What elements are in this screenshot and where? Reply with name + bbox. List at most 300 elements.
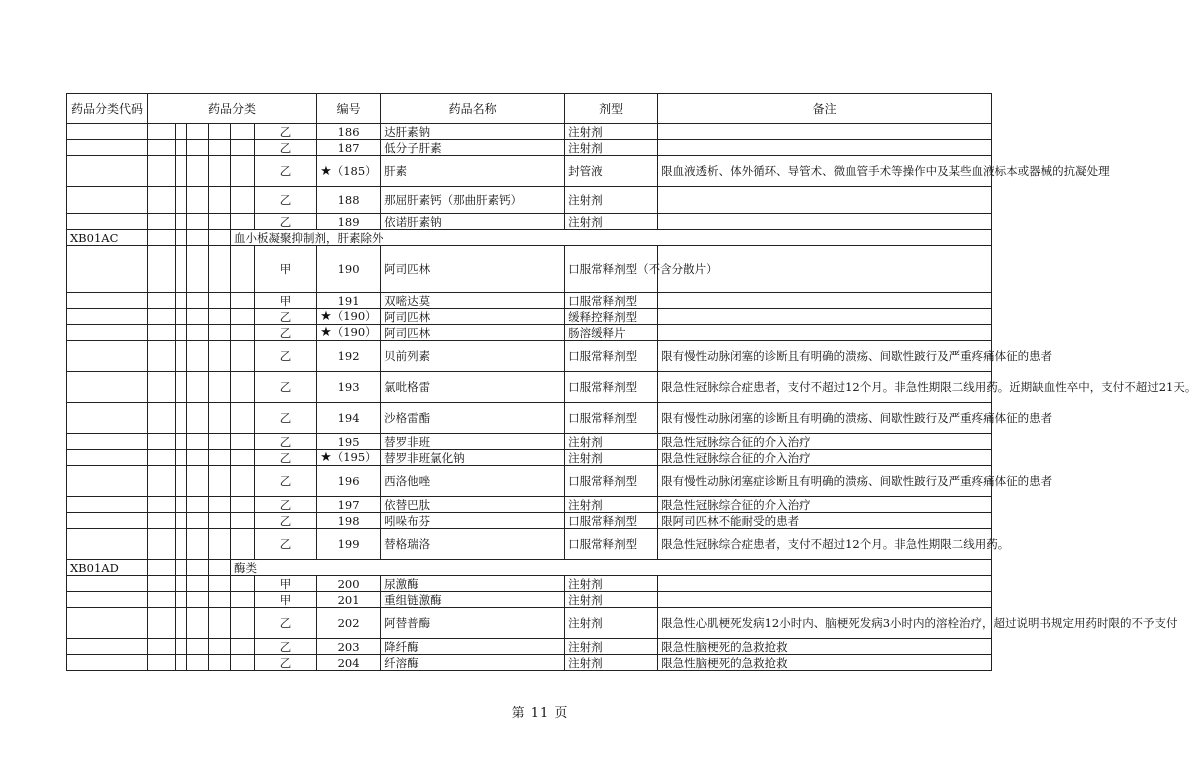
category-cell <box>187 529 209 560</box>
category-cell <box>209 466 231 497</box>
table-row <box>67 341 992 372</box>
category-cell <box>187 325 209 341</box>
drug-name-cell: 阿司匹林 <box>381 325 565 341</box>
category-cell <box>231 246 255 293</box>
code-cell <box>67 513 148 529</box>
category-cell <box>209 576 231 592</box>
category-cell <box>176 309 187 325</box>
dosage-form-cell: 注射剂 <box>565 124 658 140</box>
category-cell <box>209 246 231 293</box>
class-cell: 乙 <box>255 403 317 434</box>
category-cell <box>176 576 187 592</box>
section-code: XB01AD <box>67 560 148 576</box>
category-cell <box>148 309 176 325</box>
category-cell <box>209 639 231 655</box>
category-cell <box>148 214 176 230</box>
category-cell <box>148 187 176 214</box>
category-cell <box>231 608 255 639</box>
category-cell <box>176 403 187 434</box>
remark-cell <box>658 309 992 325</box>
code-cell <box>67 372 148 403</box>
category-cell <box>209 341 231 372</box>
dosage-form-cell: 注射剂 <box>565 434 658 450</box>
table-row <box>67 655 992 671</box>
category-cell <box>231 592 255 608</box>
table-row <box>67 529 992 560</box>
category-cell <box>176 214 187 230</box>
category-cell <box>209 497 231 513</box>
category-cell <box>187 124 209 140</box>
drug-name-cell: 贝前列素 <box>381 341 565 372</box>
number-cell <box>317 309 381 325</box>
class-cell: 乙 <box>255 124 317 140</box>
header-category: 药品分类 <box>148 94 317 124</box>
remark-cell: 限急性脑梗死的急救抢救 <box>658 639 992 655</box>
number-text: 190 <box>337 262 360 276</box>
category-cell <box>209 293 231 309</box>
category-cell <box>231 466 255 497</box>
class-cell: 乙 <box>255 372 317 403</box>
category-cell <box>148 246 176 293</box>
category-cell <box>209 434 231 450</box>
category-cell <box>187 309 209 325</box>
number-cell <box>317 372 381 403</box>
drug-name-cell: 降纤酶 <box>381 639 565 655</box>
category-cell <box>231 214 255 230</box>
category-cell <box>148 608 176 639</box>
category-cell <box>176 608 187 639</box>
category-cell <box>148 466 176 497</box>
category-cell <box>148 156 176 187</box>
number-text: 189 <box>337 214 360 229</box>
code-cell <box>67 403 148 434</box>
dosage-form-cell: 口服常释剂型 <box>565 466 658 497</box>
number-cell <box>317 187 381 214</box>
category-cell <box>187 450 209 466</box>
category-cell <box>187 466 209 497</box>
table-row <box>67 513 992 529</box>
class-cell: 乙 <box>255 529 317 560</box>
drug-name-cell: 达肝素钠 <box>381 124 565 140</box>
remark-cell <box>658 187 992 214</box>
drug-name-cell: 依诺肝素钠 <box>381 214 565 230</box>
class-cell: 乙 <box>255 497 317 513</box>
class-cell: 乙 <box>255 341 317 372</box>
remark-cell <box>658 140 992 156</box>
class-cell: 甲 <box>255 293 317 309</box>
star-icon: ★ <box>320 450 332 465</box>
class-cell: 甲 <box>255 246 317 293</box>
category-cell <box>231 639 255 655</box>
remark-cell: 限有慢性动脉闭塞的诊断且有明确的溃疡、间歇性跛行及严重疼痛体征的患者 <box>658 341 992 372</box>
class-cell: 乙 <box>255 466 317 497</box>
class-cell: 乙 <box>255 434 317 450</box>
remark-cell: 限有慢性动脉闭塞症诊断且有明确的溃疡、间歇性跛行及严重疼痛体征的患者 <box>658 466 992 497</box>
category-cell <box>209 325 231 341</box>
category-cell <box>231 655 255 671</box>
table-row <box>67 592 992 608</box>
category-cell <box>176 293 187 309</box>
number-text: （190） <box>331 325 377 339</box>
number-text: 193 <box>337 380 360 394</box>
code-cell <box>67 309 148 325</box>
number-cell <box>317 293 381 309</box>
category-cell <box>187 639 209 655</box>
category-cell <box>209 140 231 156</box>
category-cell <box>148 639 176 655</box>
header-remark: 备注 <box>658 94 992 124</box>
number-text: 199 <box>337 537 360 551</box>
category-cell <box>231 529 255 560</box>
table-row <box>67 140 992 156</box>
category-cell <box>187 403 209 434</box>
code-cell <box>67 124 148 140</box>
number-text: 197 <box>337 497 360 512</box>
number-cell <box>317 434 381 450</box>
category-cell <box>176 246 187 293</box>
dosage-form-cell: 封管液 <box>565 156 658 187</box>
category-cell <box>176 529 187 560</box>
star-icon: ★ <box>320 163 332 179</box>
category-cell <box>231 576 255 592</box>
drug-name-cell: 低分子肝素 <box>381 140 565 156</box>
number-text: （185） <box>331 163 377 178</box>
drug-name-cell: 沙格雷酯 <box>381 403 565 434</box>
number-cell <box>317 497 381 513</box>
number-cell <box>317 466 381 497</box>
class-cell: 乙 <box>255 655 317 671</box>
table-body <box>67 124 1196 671</box>
empty-cell <box>209 230 231 246</box>
category-cell <box>187 592 209 608</box>
remark-cell <box>658 293 992 309</box>
category-cell <box>148 529 176 560</box>
category-cell <box>231 293 255 309</box>
category-cell <box>209 529 231 560</box>
category-cell <box>209 608 231 639</box>
table-row <box>67 450 992 466</box>
number-cell <box>317 655 381 671</box>
section-code: XB01AC <box>67 230 148 246</box>
code-cell <box>67 639 148 655</box>
remark-cell: 限血液透析、体外循环、导管术、微血管手术等操作中及某些血液标本或器械的抗凝处理 <box>658 156 992 187</box>
category-cell <box>176 187 187 214</box>
header-code: 药品分类代码 <box>67 94 148 124</box>
number-text: 201 <box>337 592 360 607</box>
number-cell <box>317 214 381 230</box>
number-text: 187 <box>337 140 360 155</box>
dosage-form-cell: 口服常释剂型 <box>565 403 658 434</box>
category-cell <box>187 214 209 230</box>
category-cell <box>148 576 176 592</box>
empty-cell <box>187 230 209 246</box>
page-footer: 第 11 页 <box>511 706 569 721</box>
drug-name-cell: 纤溶酶 <box>381 655 565 671</box>
remark-cell <box>658 592 992 608</box>
dosage-form-cell: 注射剂 <box>565 639 658 655</box>
section-row <box>67 560 992 576</box>
number-cell <box>317 576 381 592</box>
dosage-form-cell: 缓释控释剂型 <box>565 309 658 325</box>
category-cell <box>148 655 176 671</box>
table-row <box>67 372 992 403</box>
category-cell <box>148 341 176 372</box>
class-cell: 甲 <box>255 592 317 608</box>
category-cell <box>148 434 176 450</box>
number-text: 194 <box>337 411 360 425</box>
table-row <box>67 466 992 497</box>
code-cell <box>67 450 148 466</box>
category-cell <box>176 372 187 403</box>
category-cell <box>209 513 231 529</box>
category-cell <box>231 372 255 403</box>
code-cell <box>67 497 148 513</box>
category-cell <box>187 140 209 156</box>
dosage-form-cell: 口服常释剂型 <box>565 529 658 560</box>
category-cell <box>187 513 209 529</box>
table-row <box>67 309 992 325</box>
drug-name-cell: 替格瑞洛 <box>381 529 565 560</box>
code-cell <box>67 156 148 187</box>
dosage-form-cell: 口服常释剂型 <box>565 293 658 309</box>
number-cell <box>317 246 381 293</box>
remark-cell <box>658 325 992 341</box>
class-cell: 甲 <box>255 576 317 592</box>
remark-cell: 限急性冠脉综合症患者，支付不超过12个月。非急性期限二线用药。 <box>658 529 992 560</box>
table-row <box>67 608 992 639</box>
drug-name-cell: 双嘧达莫 <box>381 293 565 309</box>
category-cell <box>209 124 231 140</box>
empty-cell <box>187 560 209 576</box>
table-row <box>67 124 992 140</box>
drug-name-cell: 阿司匹林 <box>381 309 565 325</box>
category-cell <box>176 156 187 187</box>
code-cell <box>67 592 148 608</box>
code-cell <box>67 246 148 293</box>
table-row <box>67 639 992 655</box>
category-cell <box>187 434 209 450</box>
category-cell <box>176 497 187 513</box>
number-text: 192 <box>337 349 360 363</box>
category-cell <box>187 156 209 187</box>
category-cell <box>176 124 187 140</box>
category-cell <box>209 309 231 325</box>
code-cell <box>67 576 148 592</box>
category-cell <box>209 403 231 434</box>
class-cell: 乙 <box>255 140 317 156</box>
class-cell: 乙 <box>255 156 317 187</box>
number-cell <box>317 156 381 187</box>
code-cell <box>67 434 148 450</box>
category-cell <box>187 608 209 639</box>
dosage-form-cell: 肠溶缓释片 <box>565 325 658 341</box>
number-cell <box>317 341 381 372</box>
section-row <box>67 230 992 246</box>
remark-cell: 限急性心肌梗死发病12小时内、脑梗死发病3小时内的溶栓治疗，超过说明书规定用药时限的不予支付 <box>658 608 992 639</box>
category-cell <box>231 309 255 325</box>
number-text: （195） <box>331 450 377 464</box>
number-text: 196 <box>337 474 360 488</box>
star-icon: ★ <box>320 325 332 340</box>
class-cell: 乙 <box>255 450 317 466</box>
number-text: （190） <box>331 309 377 323</box>
number-cell <box>317 325 381 341</box>
category-cell <box>187 246 209 293</box>
number-cell <box>317 639 381 655</box>
remark-cell: 限急性脑梗死的急救抢救 <box>658 655 992 671</box>
header-name: 药品名称 <box>381 94 565 124</box>
drug-name-cell: 阿司匹林 <box>381 246 565 293</box>
number-cell <box>317 403 381 434</box>
number-cell <box>317 124 381 140</box>
dosage-form-cell: 注射剂 <box>565 140 658 156</box>
remark-cell <box>658 576 992 592</box>
number-cell <box>317 140 381 156</box>
number-text: 195 <box>337 434 360 449</box>
class-cell: 乙 <box>255 214 317 230</box>
dosage-form-cell: 口服常释剂型 <box>565 341 658 372</box>
class-cell: 乙 <box>255 639 317 655</box>
category-cell <box>187 341 209 372</box>
dosage-form-cell: 注射剂 <box>565 592 658 608</box>
code-cell <box>67 655 148 671</box>
category-cell <box>148 372 176 403</box>
dosage-form-cell: 注射剂 <box>565 655 658 671</box>
number-cell <box>317 592 381 608</box>
dosage-form-cell: 注射剂 <box>565 608 658 639</box>
category-cell <box>176 513 187 529</box>
drug-name-cell: 阿替普酶 <box>381 608 565 639</box>
category-cell <box>231 156 255 187</box>
code-cell <box>67 293 148 309</box>
class-cell: 乙 <box>255 513 317 529</box>
drug-name-cell: 依替巴肽 <box>381 497 565 513</box>
category-cell <box>148 513 176 529</box>
section-label: 血小板凝聚抑制剂，肝素除外 <box>231 230 992 246</box>
dosage-form-cell: 口服常释剂型 <box>565 513 658 529</box>
remark-cell <box>658 124 992 140</box>
category-cell <box>176 639 187 655</box>
category-cell <box>187 293 209 309</box>
remark-cell: 限阿司匹林不能耐受的患者 <box>658 513 992 529</box>
category-cell <box>209 372 231 403</box>
table-row <box>67 246 992 293</box>
remark-cell <box>658 214 992 230</box>
category-cell <box>231 497 255 513</box>
empty-cell <box>148 230 176 246</box>
drug-name-cell: 那屈肝素钙（那曲肝素钙） <box>381 187 565 214</box>
code-cell <box>67 140 148 156</box>
star-icon: ★ <box>320 309 332 324</box>
code-cell <box>67 325 148 341</box>
drug-name-cell: 尿激酶 <box>381 576 565 592</box>
class-cell: 乙 <box>255 325 317 341</box>
category-cell <box>176 325 187 341</box>
dosage-form-cell: 注射剂 <box>565 497 658 513</box>
empty-cell <box>209 560 231 576</box>
dosage-form-cell: 口服常释剂型 <box>565 372 658 403</box>
number-cell <box>317 513 381 529</box>
drug-name-cell: 吲哚布芬 <box>381 513 565 529</box>
header-number: 编号 <box>317 94 381 124</box>
category-cell <box>231 513 255 529</box>
remark-cell: 限急性冠脉综合征的介入治疗 <box>658 497 992 513</box>
category-cell <box>231 187 255 214</box>
code-cell <box>67 466 148 497</box>
category-cell <box>209 156 231 187</box>
category-cell <box>209 592 231 608</box>
category-cell <box>231 124 255 140</box>
category-cell <box>187 187 209 214</box>
drug-name-cell: 重组链激酶 <box>381 592 565 608</box>
empty-cell <box>176 230 187 246</box>
table-row <box>67 325 992 341</box>
category-cell <box>187 372 209 403</box>
category-cell <box>231 140 255 156</box>
table-row <box>67 403 992 434</box>
number-text: 202 <box>337 616 360 630</box>
code-cell <box>67 608 148 639</box>
remark-cell: 限急性冠脉综合征的介入治疗 <box>658 450 992 466</box>
number-cell <box>317 529 381 560</box>
category-cell <box>209 214 231 230</box>
category-cell <box>187 497 209 513</box>
table-row <box>67 497 992 513</box>
category-cell <box>231 450 255 466</box>
drug-name-cell: 西洛他唑 <box>381 466 565 497</box>
category-cell <box>187 576 209 592</box>
category-cell <box>176 434 187 450</box>
category-cell <box>209 450 231 466</box>
dosage-form-cell: 注射剂 <box>565 450 658 466</box>
category-cell <box>148 592 176 608</box>
section-label: 酶类 <box>231 560 992 576</box>
empty-cell <box>148 560 176 576</box>
dosage-form-cell: 注射剂 <box>565 214 658 230</box>
category-cell <box>176 140 187 156</box>
table-row <box>67 576 992 592</box>
category-cell <box>148 124 176 140</box>
category-cell <box>176 341 187 372</box>
drug-name-cell: 替罗非班 <box>381 434 565 450</box>
code-cell <box>67 214 148 230</box>
category-cell <box>187 655 209 671</box>
category-cell <box>231 325 255 341</box>
table-row <box>67 156 992 187</box>
number-text: 191 <box>337 293 360 308</box>
table-row <box>67 293 992 309</box>
remark-cell: 限急性冠脉综合征的介入治疗 <box>658 434 992 450</box>
category-cell <box>148 325 176 341</box>
remark-cell: 限急性冠脉综合症患者，支付不超过12个月。非急性期限二线用药。近期缺血性卒中，支付不超过21天。 <box>658 372 992 403</box>
table-row <box>67 214 992 230</box>
number-text: 203 <box>337 639 360 654</box>
category-cell <box>176 466 187 497</box>
category-cell <box>176 592 187 608</box>
dosage-form-cell: 注射剂 <box>565 187 658 214</box>
drug-catalog-table <box>66 93 1196 671</box>
number-text: 198 <box>337 513 360 528</box>
category-cell <box>148 140 176 156</box>
remark-cell: 限有慢性动脉闭塞的诊断且有明确的溃疡、间歇性跛行及严重疼痛体征的患者 <box>658 403 992 434</box>
category-cell <box>148 293 176 309</box>
category-cell <box>176 450 187 466</box>
class-cell: 乙 <box>255 187 317 214</box>
drug-name-cell: 替罗非班氯化钠 <box>381 450 565 466</box>
drug-name-cell: 氯吡格雷 <box>381 372 565 403</box>
table-header-row <box>67 94 992 124</box>
code-cell <box>67 187 148 214</box>
